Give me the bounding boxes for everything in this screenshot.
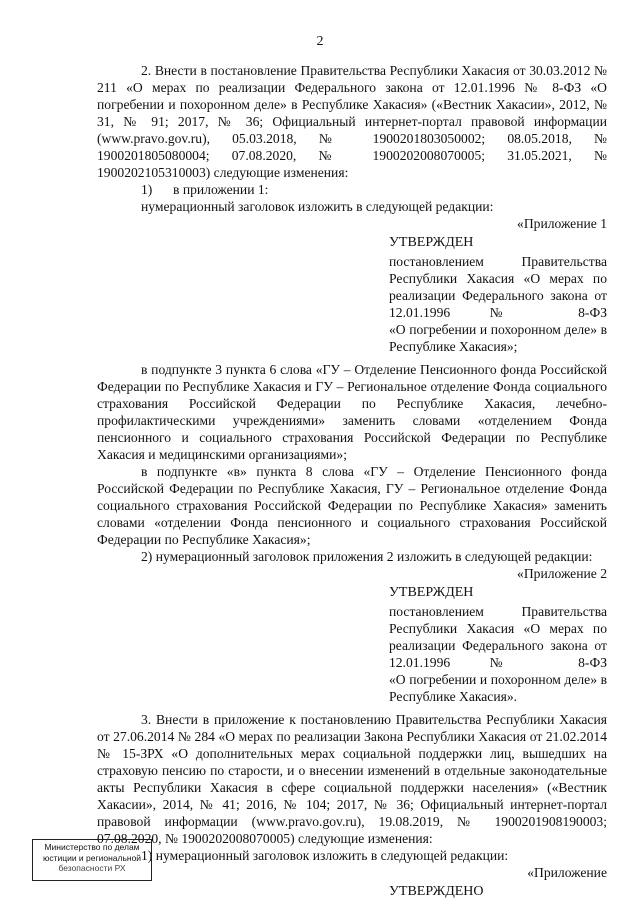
approved-tail: «О погребении и похоронном деле» в Республике Хакасия»; — [389, 322, 607, 354]
approved-body: постановлением Правительства Республики Хакасия «О мерах по реализации Федерального закона от 12.01.1996 № 8-ФЗ — [389, 254, 607, 320]
appendix-2-label: «Приложение 2 — [517, 566, 607, 581]
approval-block-1 — [389, 234, 607, 355]
item-1-number: 1) — [141, 182, 153, 197]
section-3-item-1: 1) нумерационный заголовок изложить в следующей редакции: — [141, 848, 509, 863]
header-instruction: нумерационный заголовок изложить в следующей редакции: — [141, 199, 494, 214]
ministry-stamp — [32, 839, 152, 881]
section-3-intro: 3. Внести в приложение к постановлению Правительства Республики Хакасия от 27.06.2014 № 284 «О мерах по реализации Закона Республики Хакасия от 21.02.2014 № 15-ЗРХ «О дополнительных мерах социальной поддержки лиц, вышедших на страховую пенсию по старости, и о внесении изменений в отдельные законодательные акты Республики Хакасия в сфере социальной поддержки населения» («Вестник Хакасии», 2014, № 41; 2016, № 104; 2017, № 36; Официальный интернет-портал правовой информации (www.pravo.gov.ru), 19.08.2019, № 1900201908190003; 07.08.2020, № 1900202008070005) следующие изменения: — [97, 712, 607, 846]
approved-heading: УТВЕРЖДЕН — [389, 235, 474, 250]
page-number: 2 — [316, 34, 324, 49]
item-2: 2) нумерационный заголовок приложения 2 изложить в следующей редакции: — [141, 549, 593, 564]
stamp-line-2: юстиции и региональной — [42, 852, 142, 863]
section-3-appendix-label: «Приложение — [527, 865, 607, 880]
appendix-1-label: «Приложение 1 — [517, 216, 607, 231]
stamp-line-1: Министерство по делам — [44, 842, 140, 852]
document-body — [97, 62, 607, 906]
approval-block-2 — [389, 584, 607, 705]
approved-3-heading: УТВЕРЖДЕНО — [389, 884, 484, 899]
approved-2-tail: «О погребении и похоронном деле» в Республике Хакасия». — [389, 672, 607, 704]
approval-block-3 — [389, 883, 607, 900]
subpoint-v-text: в подпункте «в» пункта 8 слова «ГУ – Отделение Пенсионного фонда Российской Федерации по Республике Хакасия, ГУ – Региональное отделение Фонда социального страхования Российской Федерации по Республике Хакасия» заменить словами «отделении Фонда пенсионного и социального страхования Российской Федерации по Республике Хакасия»; — [97, 464, 607, 547]
approved-2-body: постановлением Правительства Республики Хакасия «О мерах по реализации Федерального закона от 12.01.1996 № 8-ФЗ — [389, 604, 607, 670]
stamp-line-3: безопасности РХ — [58, 863, 126, 873]
item-1 — [97, 181, 607, 198]
section-2-intro: 2. Внести в постановление Правительства Республики Хакасия от 30.03.2012 № 211 «О мерах по реализации Федерального закона от 12.01.1996 № 8-ФЗ «О погребении и похоронном деле» в Республике Хакасия» («Вестник Хакасии», 2012, № 31, № 91; 2017, № 36; Официальный интернет-портал правовой информации (www.pravo.gov.ru), 05.03.2018, № 1900201803050002; 08.05.2018, № 1900201805080004; 07.08.2020, № 1900202008070005; 31.05.2021, № 1900202105310003) следующие изменения: — [97, 63, 607, 180]
approved-2-heading: УТВЕРЖДЕН — [389, 585, 474, 600]
item-1-text: в приложении 1: — [173, 182, 269, 197]
subpoint-3-text: в подпункте 3 пункта 6 слова «ГУ – Отделение Пенсионного фонда Российской Федерации по Республике Хакасия и ГУ – Региональное отделение Фонда социального страхования Российской Федерации по Республике Хакасия, лечебно-профилактическими учреждениями» заменить словами «отделением Фонда пенсионного и социального страхования Российской Федерации по Республике Хакасия и медицинскими организациями»; — [97, 362, 607, 462]
